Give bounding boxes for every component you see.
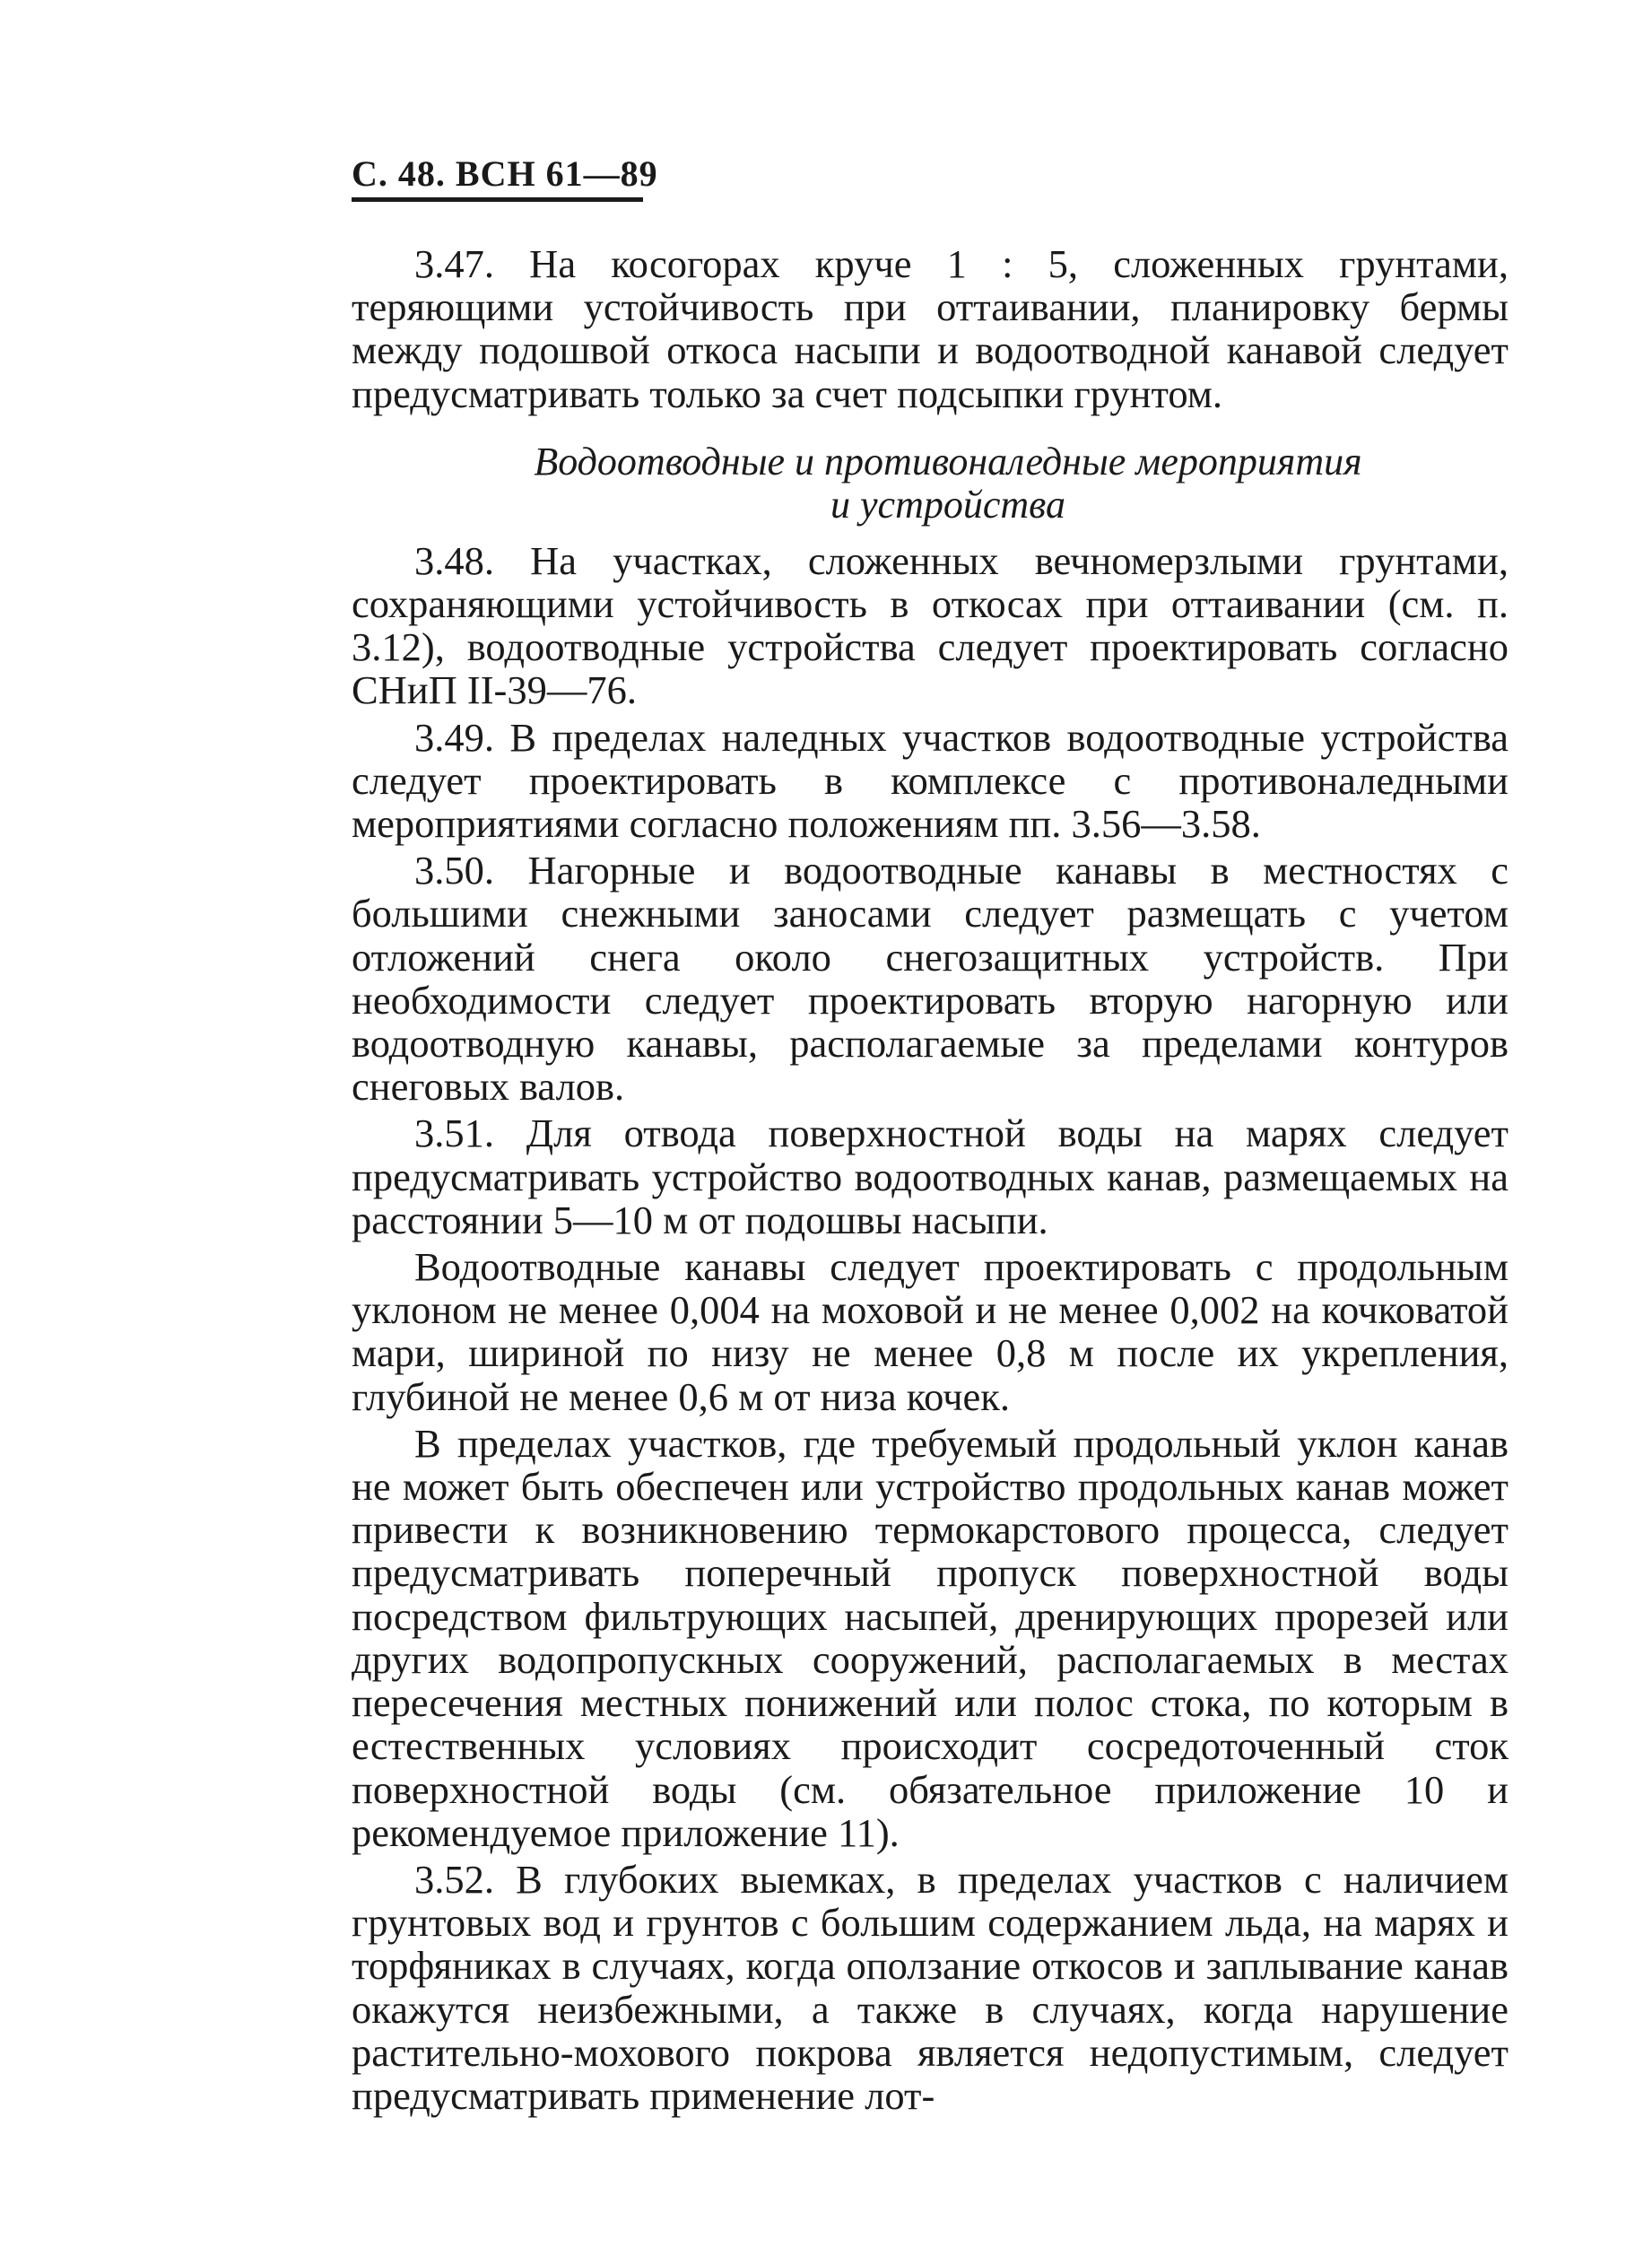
paragraph-3-49: 3.49. В пределах наледных участков водоотводные устройства следует проектировать в комплексе с противоналедными мероприятиями согласно положениям пп. 3.56—3.58. — [352, 714, 1509, 847]
page-header: С. 48. ВСН 61—89 — [352, 153, 658, 194]
document-body — [352, 242, 1509, 2117]
running-header-block — [352, 152, 1509, 242]
paragraph-3-51: 3.51. Для отвода поверхностной воды на марях следует предусматривать устройство водоотводных канав, размещаемых на расстоянии 5—10 м от подошвы насыпи. — [352, 1111, 1509, 1242]
document-page — [352, 152, 1509, 2121]
paragraph-3-47: 3.47. На косогорах круче 1 : 5, сложенных грунтами, теряющими устойчивость при оттаивании, планировку бермы между подошвой откоса насыпи и водоотводной канавой следует предусматривать только за счет подсыпки грунтом. — [352, 241, 1509, 416]
paragraph-3-52: 3.52. В глубоких выемках, в пределах участков с наличием грунтовых вод и грунтов с большим содержанием льда, на марях и торфяниках в случаях, когда оползание откосов и заплывание канав окажутся неизбежными, а также в случаях, когда нарушение растительно-мохового покрова является недопустимым, следует предусматривать применение лот- — [352, 1856, 1509, 2118]
section-heading-line-1: Водоотводные и противоналедные мероприятия — [534, 439, 1362, 483]
paragraph-3-50: 3.50. Нагорные и водоотводные канавы в местностях с большими снежными заносами следует размещать с учетом отложений снега около снегозащитных устройств. При необходимости следует проектировать вторую нагорную или водоотводную канавы, располагаемые за пределами контуров снеговых валов. — [352, 848, 1509, 1110]
paragraph-3-51-drainage-slope: Водоотводные канавы следует проектировать с продольным уклоном не менее 0,004 на моховой и не менее 0,002 на кочковатой мари, шириной по низу не менее 0,8 м после их укрепления, глубиной не менее 0,6 м от низа кочек. — [352, 1244, 1509, 1419]
paragraph-3-48: 3.48. На участках, сложенных вечномерзлыми грунтами, сохраняющими устойчивость в откосах при оттаивании (см. п. 3.12), водоотводные устройства следует проектировать согласно СНиП II-39—76. — [352, 537, 1509, 713]
section-heading — [352, 440, 1509, 527]
section-heading-line-2: и устройства — [830, 482, 1065, 527]
paragraph-3-51-cross-drainage: В пределах участков, где требуемый продольный уклон канав не может быть обеспечен или устройство продольных канав может привести к возникновению термокарстового процесса, следует предусматривать поперечный пропуск поверхностной воды посредством фильтрующих насыпей, дренирующих прорезей или других водопропускных сооружений, располагаемых в местах пересечения местных понижений или полос стока, по которым в естественных условиях происходит сосредоточенный сток поверхностной воды (см. обязательное приложение 10 и рекомендуемое приложение 11). — [352, 1420, 1509, 1855]
header-underline — [352, 197, 643, 202]
